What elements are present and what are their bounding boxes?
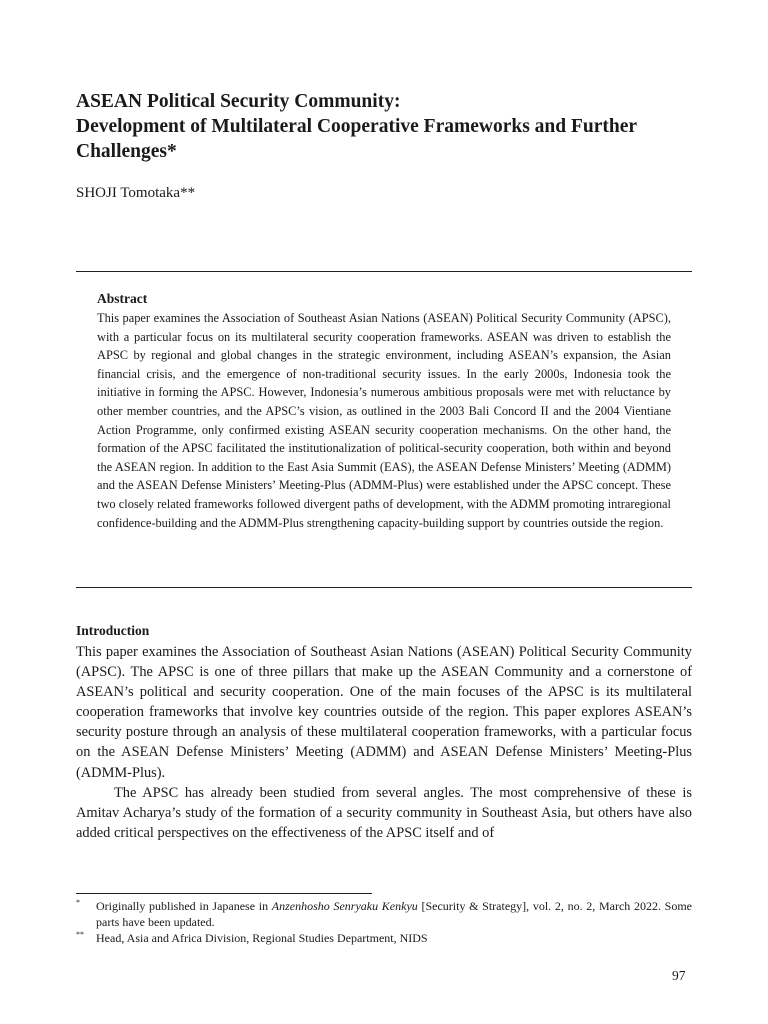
author-name: SHOJI Tomotaka**	[76, 185, 196, 201]
footnote-rule	[76, 893, 372, 894]
abstract-heading: Abstract	[97, 291, 148, 306]
footnote-1-text-before: Originally published in Japanese in	[96, 899, 272, 913]
abstract-top-rule	[76, 271, 692, 272]
introduction-section	[76, 622, 692, 843]
footnote-2-marker: **	[76, 930, 84, 939]
page-number: 97	[672, 968, 686, 983]
footnote-2-text: Head, Asia and Africa Division, Regional Studies Department, NIDS	[96, 931, 428, 945]
abstract-section	[97, 290, 671, 532]
footnote-1-marker: *	[76, 898, 80, 907]
title-line-3: Challenges*	[76, 141, 177, 162]
footnotes	[76, 899, 692, 948]
title-line-2: Development of Multilateral Cooperative Frameworks and Further	[76, 116, 638, 137]
footnote-1-journal-title: Anzenhosho Senryaku Kenkyu	[271, 899, 418, 913]
title-line-1: ASEAN Political Security Community:	[76, 91, 401, 112]
introduction-heading: Introduction	[76, 623, 150, 638]
footnote-1	[76, 899, 692, 930]
footnote-2	[76, 931, 692, 947]
introduction-paragraph-2: The APSC has already been studied from several angles. The most comprehensive of these is Amitav Acharya’s study of the formation of a security community in Southeast Asia, but others have also added critical perspectives on the effectiveness of the APSC itself and of	[76, 784, 692, 841]
abstract-bottom-rule	[76, 587, 692, 588]
footnote-1-text-after: [Security & Strategy], vol. 2, no. 2, March 2022. Some parts have been updated.	[96, 899, 692, 929]
paper-title	[76, 89, 696, 164]
abstract-text: This paper examines the Association of Southeast Asian Nations (ASEAN) Political Security Community (APSC), with a particular focus on its multilateral security cooperation frameworks. ASEAN was driven to establish the APSC by regional and global changes in the strategic environment, including ASEAN’s expansion, the Asian financial crisis, and the emergence of non-traditional security issues. In the early 2000s, Indonesia took the initiative in forming the APSC. However, Indonesia’s numerous ambitious proposals were met with reluctance by other member countries, and the APSC’s vision, as outlined in the 2003 Bali Concord II and the 2004 Vientiane Action Programme, only confirmed existing ASEAN security cooperation mechanisms. On the other hand, the formation of the APSC facilitated the institutionalization of political-security cooperation, both within and beyond the ASEAN region. In addition to the East Asia Summit (EAS), the ASEAN Defense Ministers’ Meeting (ADMM) and the ASEAN Defense Ministers’ Meeting-Plus (ADMM-Plus) were established under the APSC concept. These two closely related frameworks followed divergent paths of development, with the ADMM promoting intraregional confidence-building and the ADMM-Plus strengthening capacity-building support by countries outside the region.	[97, 311, 671, 530]
introduction-paragraph-1: This paper examines the Association of Southeast Asian Nations (ASEAN) Political Security Community (APSC). The APSC is one of three pillars that make up the ASEAN Community and a cornerstone of ASEAN’s political and security cooperation. One of the main focuses of the APSC is its multilateral cooperation frameworks that involve key countries outside of the region. This paper explores ASEAN’s security posture through an analysis of these multilateral cooperation frameworks, with a particular focus on the ASEAN Defense Ministers’ Meeting (ADMM) and ASEAN Defense Ministers’ Meeting-Plus (ADMM-Plus).	[76, 644, 692, 781]
